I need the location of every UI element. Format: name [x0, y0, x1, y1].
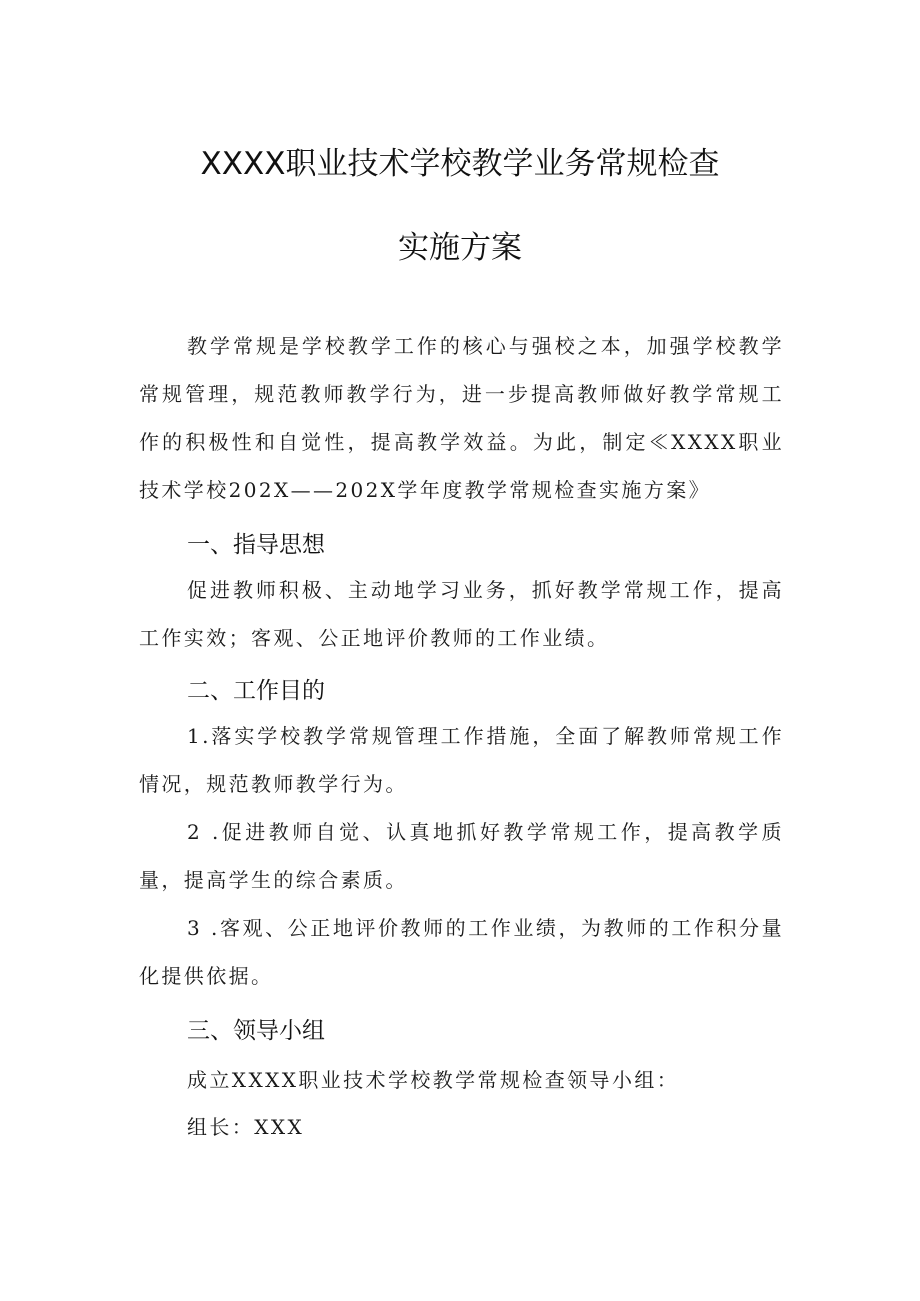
- purpose-item-1: 1.落实学校教学常规管理工作措施，全面了解教师常规工作情况，规范教师教学行为。: [139, 724, 784, 796]
- purpose-item-2: 2 .促进教师自觉、认真地抓好教学常规工作，提高教学质量，提高学生的综合素质。: [139, 820, 784, 892]
- leader-line: 组长：XXX: [187, 1115, 305, 1139]
- section-heading-work-purpose: 二、工作目的: [187, 678, 325, 704]
- document-title-line1: XXXX职业技术学校教学业务常规检查: [200, 146, 720, 182]
- section1-paragraph: 促进教师积极、主动地学习业务，抓好教学常规工作，提高工作实效；客观、公正地评价教师的工作业绩。: [139, 578, 784, 650]
- leadership-intro: 成立XXXX职业技术学校教学常规检查领导小组：: [187, 1068, 680, 1092]
- document-title-line2: 实施方案: [398, 230, 522, 266]
- purpose-item-3: 3 .客观、公正地评价教师的工作业绩，为教师的工作积分量化提供依据。: [139, 916, 784, 988]
- intro-paragraph: 教学常规是学校教学工作的核心与强校之本，加强学校教学常规管理，规范教师教学行为，进一步提高教师做好教学常规工作的积极性和自觉性，提高教学效益。为此，制定≪XXXX职业技术学校202X——202X学年度教学常规检查实施方案》: [139, 334, 784, 502]
- section-heading-leadership-group: 三、领导小组: [187, 1018, 325, 1044]
- section-heading-guiding-ideology: 一、指导思想: [187, 532, 325, 558]
